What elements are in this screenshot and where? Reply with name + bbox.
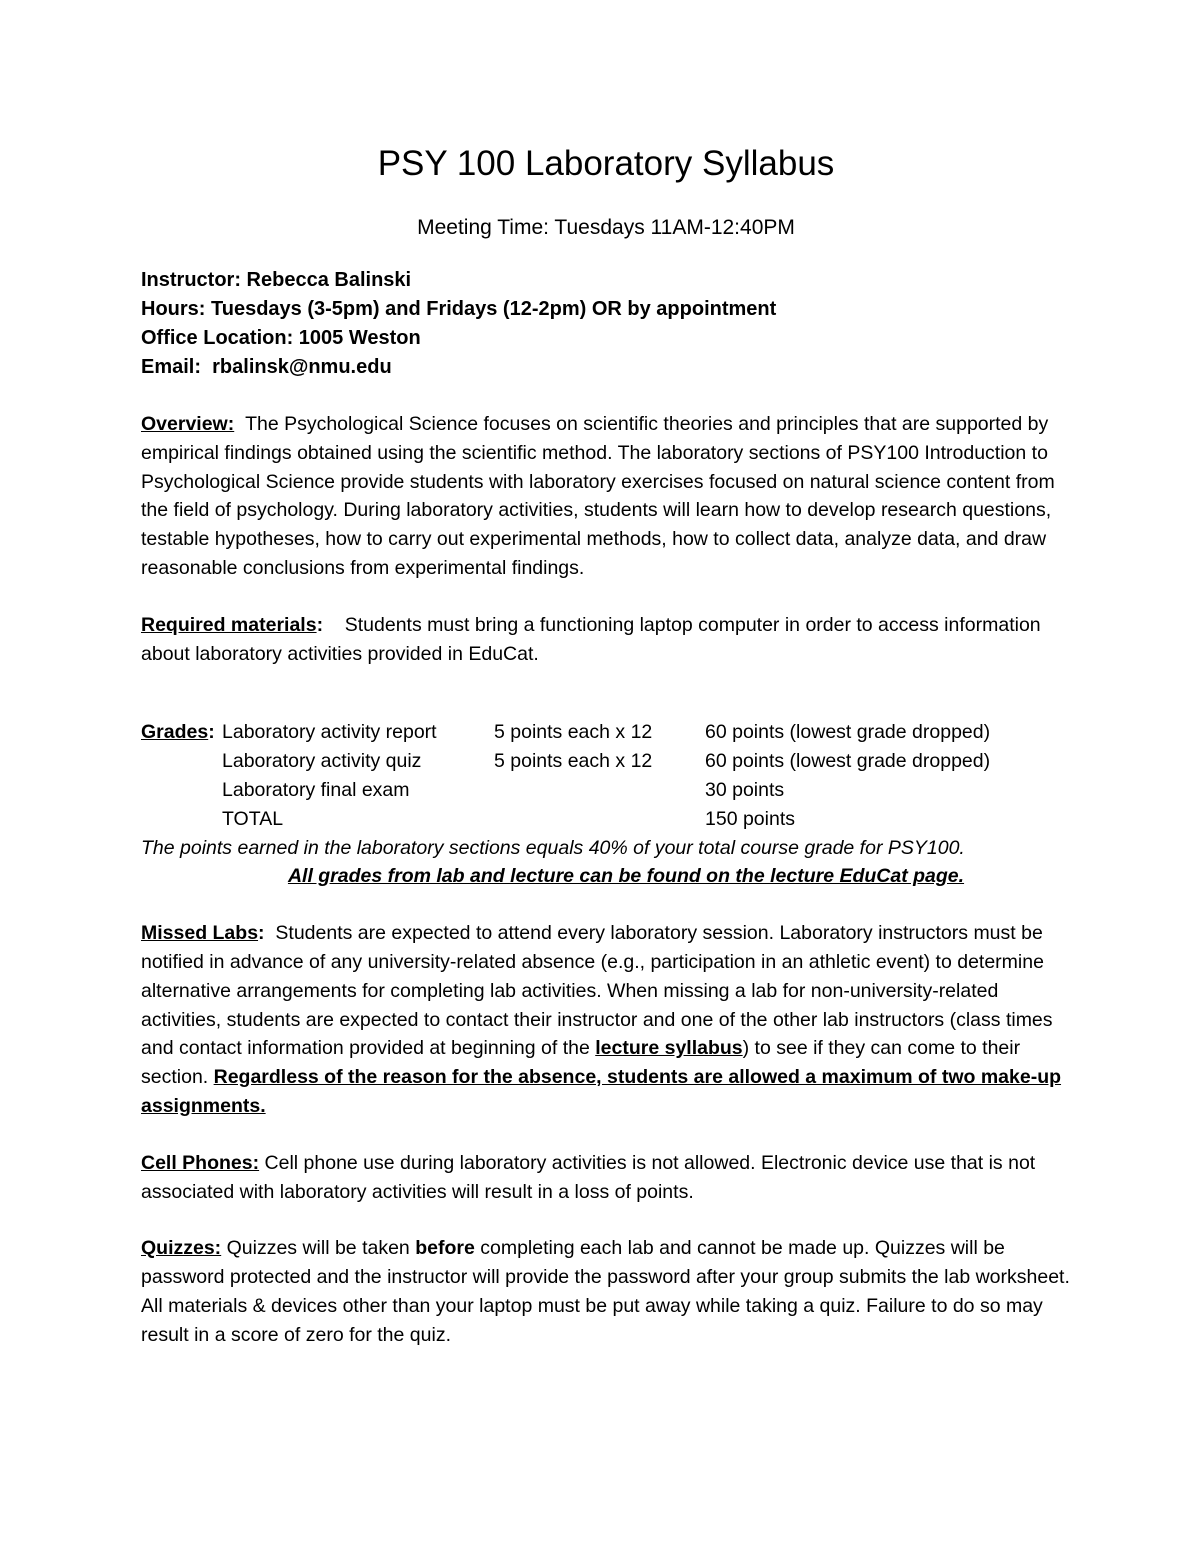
quizzes-before: before bbox=[415, 1237, 475, 1260]
grades-heading: Grades bbox=[141, 721, 209, 744]
materials-text: Students must bring a functioning laptop computer in order to access information about laboratory activities provided in EduCat. bbox=[141, 613, 1041, 665]
grade-item: Laboratory activity report bbox=[222, 721, 437, 744]
grade-rate: 5 points each x 12 bbox=[494, 750, 653, 773]
grade-item: Laboratory activity quiz bbox=[222, 750, 422, 773]
quizzes-text: Quizzes will be taken bbox=[226, 1237, 410, 1260]
missed-labs-text-2: ) to see if they can come to their section. bbox=[141, 1037, 1021, 1089]
office-hours: Hours: Tuesdays (3-5pm) and Fridays (12-2pm) OR by appointment bbox=[141, 298, 777, 320]
cell-phones-section bbox=[141, 1149, 1071, 1207]
grades-emphasis: All grades from lab and lecture can be found on the lecture EduCat page. bbox=[287, 865, 965, 888]
materials-colon: : bbox=[316, 613, 324, 636]
cell-phones-heading: Cell Phones: bbox=[141, 1151, 260, 1174]
meeting-time: Meeting Time: Tuesdays 11AM-12:40PM bbox=[417, 216, 795, 239]
office-location: Office Location: 1005 Weston bbox=[141, 327, 421, 349]
instructor-info bbox=[141, 266, 1071, 382]
materials-section bbox=[141, 611, 1071, 669]
materials-heading: Required materials bbox=[141, 613, 317, 636]
quizzes-heading: Quizzes: bbox=[141, 1237, 222, 1260]
overview-section bbox=[141, 410, 1071, 583]
grades-section bbox=[141, 718, 1071, 891]
grades-colon: : bbox=[208, 721, 215, 744]
grade-rate: 5 points each x 12 bbox=[494, 721, 653, 744]
instructor-name: Instructor: Rebecca Balinski bbox=[141, 269, 412, 291]
cell-phones-text: Cell phone use during laboratory activities is not allowed. Electronic device use that is not associated with laboratory activities will result in a loss of points. bbox=[141, 1151, 1036, 1203]
grade-total: 150 points bbox=[705, 807, 795, 830]
grade-total: 30 points bbox=[705, 778, 785, 801]
overview-heading: Overview: bbox=[141, 413, 235, 435]
overview-text: The Psychological Science focuses on scientific theories and principles that are supported by empirical findings obtained using the scientific method. The laboratory sections of PSY100 Introduction to Psychological Science provide students with laboratory exercises focused on natural science content from the field of psychology. During laboratory activities, students will learn how to develop research questions, testable hypotheses, how to carry out experimental methods, how to collect data, analyze data, and draw reasonable conclusions from experimental findings. bbox=[141, 413, 1055, 579]
grade-rate bbox=[494, 805, 705, 834]
grade-total: 60 points (lowest grade dropped) bbox=[705, 750, 991, 773]
grade-rate bbox=[494, 776, 705, 805]
grade-total: 60 points (lowest grade dropped) bbox=[705, 721, 991, 744]
missed-labs-heading: Missed Labs bbox=[141, 922, 259, 945]
missed-labs-colon: : bbox=[258, 922, 265, 945]
missed-labs-section bbox=[141, 919, 1071, 1121]
grades-heading-cell bbox=[141, 718, 222, 747]
instructor-email: Email: rbalinsk@nmu.edu bbox=[141, 356, 392, 378]
grade-item: TOTAL bbox=[222, 807, 284, 830]
grade-row bbox=[141, 747, 1071, 776]
document-title: PSY 100 Laboratory Syllabus bbox=[377, 144, 835, 183]
grade-item: Laboratory final exam bbox=[222, 778, 410, 801]
grade-row bbox=[141, 805, 1071, 834]
grade-row bbox=[141, 776, 1071, 805]
grades-note: The points earned in the laboratory sections equals 40% of your total course grade for PSY100. bbox=[141, 836, 965, 859]
grade-row bbox=[141, 718, 1071, 747]
quizzes-section bbox=[141, 1234, 1071, 1349]
lecture-syllabus-link[interactable]: lecture syllabus bbox=[595, 1037, 743, 1060]
missed-labs-text: Students are expected to attend every laboratory session. Laboratory instructors must be notified in advance of any university-related absence (e.g., participation in an athletic event) to determine alternative arrangements for completing lab activities. When missing a lab for non-university-related activities, students are expected to contact their instructor and one of the other lab instructors (class times and contact information provided at beginning of the bbox=[141, 922, 1053, 1060]
syllabus-page bbox=[141, 140, 1071, 1350]
makeup-policy: Regardless of the reason for the absence, students are allowed a maximum of two make-up assignments. bbox=[141, 1066, 1062, 1117]
quizzes-text-2: completing each lab and cannot be made up. Quizzes will be password protected and the instructor will provide the password after your group submits the lab worksheet. All materials & devices other than your laptop must be put away while taking a quiz. Failure to do so may result in a score of zero for the quiz. bbox=[141, 1237, 1070, 1346]
